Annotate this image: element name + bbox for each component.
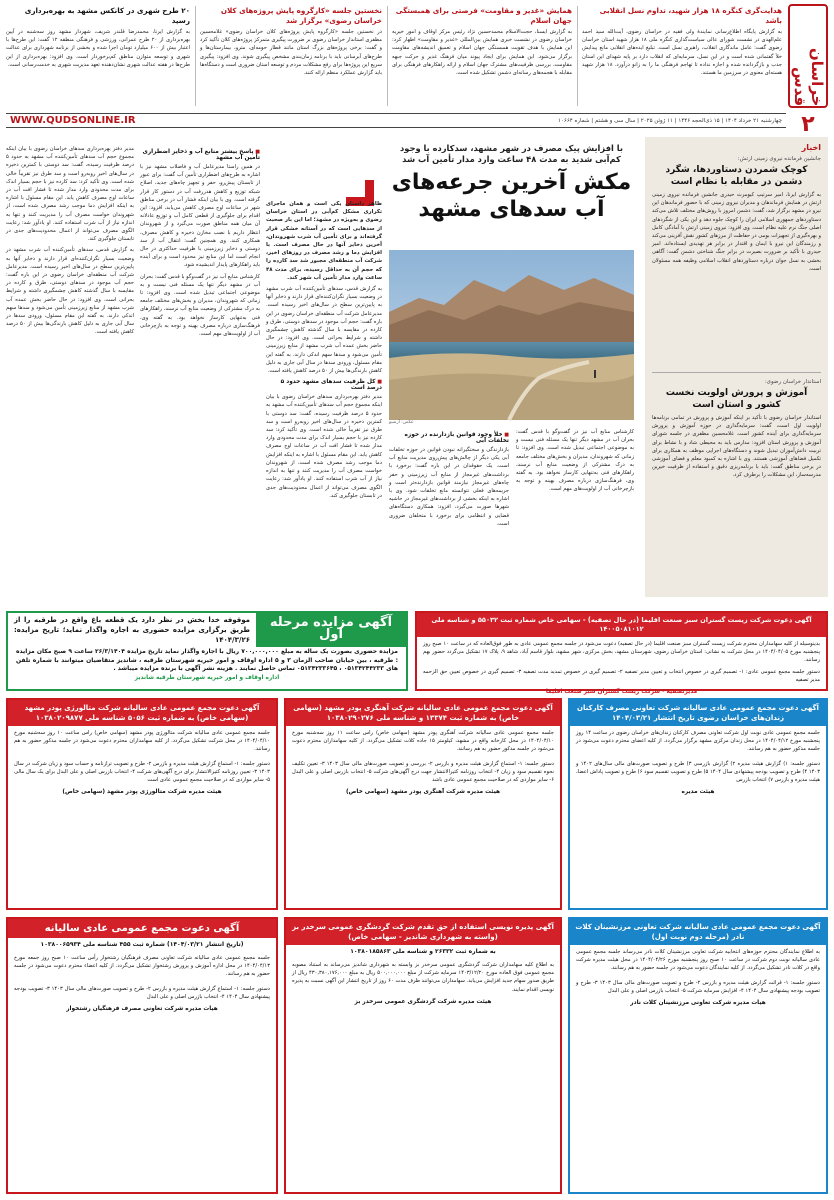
ad-footer: هیات مدیره شرکت تعاونی مصرف فرهنگیان رشتخوار bbox=[66, 1006, 218, 1013]
ad-agenda: دستور جلسه: ۱- استماع گزارش هیئت مدیره و بازرس ۲- طرح و تصویب صورت‌های مالی سال ۱۴۰۳ ۳- تصویب بودجه پیشنهادی سال ۱۴۰۴ ۴- انتخاب بازرس اصلی و علی البدل bbox=[14, 985, 270, 1000]
ad-subtitle: (تاریخ انتشار ۱۴۰۴/۰۳/۲۱) شماره ثبت ۴۵۵ شناسه ملی ۱۰۳۸۰۰۶۵۹۳۴ bbox=[40, 941, 244, 948]
article-surtitle: با افزایش پیک مصرف در شهر مشهد، سدکارده با وجود کم‌آبی شدید به مدت ۴۸ ساعت وارد مدار تأمین آب شد bbox=[400, 143, 623, 164]
article-column-2 bbox=[516, 428, 634, 596]
article-column-6 bbox=[6, 145, 134, 596]
news-sidebar bbox=[645, 137, 828, 597]
article-headline: مکش آخرین جرعه‌های آب سدهای مشهد bbox=[391, 170, 632, 222]
dam-photo bbox=[389, 250, 634, 420]
ad-agenda: دستور جلسه مجمع عمومی عادی: ۱- تصمیم گیری در خصوص انتخاب و تعیین مدیر تصفیه ۲- تصمیم گیری در خصوص تمدید مدت تصفیه ۳- تصمیم گیری در خصوص تعیین حق الزحمه مدیر تصفیه bbox=[423, 668, 820, 683]
ad-body: جلسه مجمع عمومی عادی سالیانه شرکت آهنگری پودر مشهد (سهامی خاص) راس ساعت ۱۱ روز سه‌شنبه مورخ ۱۴۰۴/۰۴/۱۰ در محل کارخانه واقع در مشهد، کیلومتر ۱۵ جاده کلات تشکیل می‌گردد. از کلیه سهامداران محترم دعوت می‌شود در جلسه مذکور حضور به هم رسانند. bbox=[292, 730, 554, 753]
ad-title: آگهی دعوت شرکت زیست گستران سبز صنعت اقلیما (در حال تصفیه) - سهامی خاص شماره ثبت ۵۵۰۳۲ و شناسه ملی ۱۴۰۰۵۰۸۱۰۱۲ bbox=[417, 613, 826, 637]
ad-footer: هیئت مدیره شرکت آهنگری پودر مشهد (سهامی خاص) bbox=[345, 789, 501, 796]
ad-body: جلسه مجمع عمومی عادی نوبت اول شرکت تعاونی مصرف کارکنان زندان‌های خراسان رضوی در ساعت ۱۴ روز پنجشنبه مورخ ۱۴۰۴/۰۴/۱۲ در محل زندان مرکزی مشهد برگزار می‌گردد. از کلیه اعضای محترم دعوت می‌شود در جلسه مذکور حضور به هم رسانند. bbox=[576, 730, 820, 753]
ad-zendan-cooperative bbox=[568, 698, 828, 910]
news-kicker: استاندار خراسان رضوی: bbox=[764, 379, 821, 385]
article-body: به گزارش قدس، سدهای تأمین‌کننده آب شرب مشهد در وضعیت بسیار نگران‌کننده‌ای قرار دارند و ذخایر آنها به پایین‌ترین سطح در سال‌های اخیر رسیده است. مدیرعامل شرکت آب منطقه‌ای خراسان رضوی در این باره گفت: حجم آب موجود در سدهای دوستی، طرق و کارده در مقایسه با سال گذشته کاهش چشمگیری داشته و شرایط بحرانی است. وی افزود: در حال حاضر بخش عمده آب شرب مشهد از منابع زیرزمینی تأمین می‌شود و سدها سهم اندکی دارند. به گفته این مقام مسئول، ورودی سدها در سال آبی جاری به دلیل کاهش بارندگی‌ها بیش از ۵۰ درصد کاهش یافته است. bbox=[266, 286, 382, 375]
ad-agenda: دستور جلسه: ۱- استماع گزارش هیئت مدیره و بازرس ۲- بررسی و تصویب صورت‌های مالی سال ۱۴۰۳ ۳- تعیین تکلیف نحوه تقسیم سود و زیان ۴- انتخاب روزنامه کثیرالانتشار جهت درج آگهی‌های شرکت ۵- انتخاب بازرس اصلی و علی البدل ۶- سایر مواردی که در صلاحیت مجمع عمومی عادی باشد bbox=[292, 760, 554, 784]
article-body: بازدارندگی و سختگیرانه نبودن قوانین در حوزه تخلفات آبی یکی دیگر از چالش‌های پیش‌روی مدیریت منابع آب است. یک حقوقدان در این باره گفت: برخورد با برداشت‌های غیرمجاز از منابع آب زیرزمینی و حفر چاه‌های غیرمجاز نیازمند قوانین بازدارنده‌تر است و جریمه‌های فعلی نتوانسته مانع تخلفات شود. وی با اشاره به اینکه بخشی از برداشت‌های غیرمجاز در حاشیه شهرها صورت می‌گیرد، افزود: همکاری دستگاه‌های قضایی و انتظامی برای برخورد با متخلفان ضروری است. bbox=[389, 447, 509, 527]
top-news-title: هدایت‌گری کنگره ۱۸ هزار شهید، تداوم نسل انقلابی باشد bbox=[599, 6, 782, 25]
ad-auction bbox=[6, 611, 408, 691]
top-news-item bbox=[392, 6, 572, 108]
page-header-bar bbox=[6, 113, 786, 128]
dateline: چهارشنبه ۲۱ خرداد ۱۴۰۴ | ۱۵ ذی‌الحجه ۱۴۴۶ | ۱۱ ژوئن ۲۰۲۵ | سال سی و هشتم | شماره ۱۰۶۶۴ bbox=[557, 117, 782, 124]
news-text: استاندار خراسان رضوی با تأکید بر اینکه آموزش و پرورش در تمامی برنامه‌ها اولویت اول است، گفت: سرمایه‌گذاری در حوزه آموزش و پرورش سرمایه‌گذاری برای آینده کشور است. غلامحسین مظفری در جلسه شورای آموزش و پرورش استان افزود: مدارس باید به محیطی شاد و با نشاط برای تربیت دانش‌آموزان تبدیل شوند و دستگاه‌های اجرایی موظف به همکاری برای تکمیل فضاهای آموزشی هستند. وی با اشاره به کمبود معلم و فضای آموزشی در برخی مناطق گفت: باید با برنامه‌ریزی دقیق و استفاده از ظرفیت خیرین مدرسه‌ساز، این مشکلات را برطرف کرد. bbox=[652, 415, 821, 479]
article-body: مدیر دفتر بهره‌برداری سدهای خراسان رضوی با بیان اینکه مجموع حجم آب سدهای تأمین‌کننده آب مشهد به حدود ۵ درصد ظرفیت رسیده، گفت: سد دوستی با کمترین ذخیره در سال‌های اخیر روبه‌رو است و سد طرق نیز تقریباً خالی شده است. وی تأکید کرد: سد کارده نیز با حجم بسیار اندک برای مدت محدودی وارد مدار شده تا فشار افت آب در ساعات اوج مصرف کاهش یابد. این مقام مسئول با اشاره به اینکه افزایش دما موجب رشد مصرف شده است، از شهروندان خواست مصرف آب را مدیریت کنند و تنها به اندازه نیاز از آب شرب استفاده کنند. او یادآور شد: رعایت الگوی مصرف می‌تواند از اعمال محدودیت‌های جدی در تابستان جلوگیری کند. bbox=[266, 394, 382, 499]
top-news-item bbox=[200, 6, 382, 108]
article-body: کارشناس منابع آب نیز در گفت‌وگو با قدس گفت: بحران آب در مشهد دیگر تنها یک مسئله فنی نیست و به موضوعی اجتماعی تبدیل شده است. وی افزود: تا زمانی که شهروندان، مدیران و بخش‌های مختلف جامعه به درک مشترکی از وضعیت منابع آب نرسند، راهکارهای فنی به‌تنهایی کارساز نخواهد بود. به گفته وی، فرهنگ‌سازی درباره مصرف بهینه و توجه به بازچرخانی آب از اولویت‌های مهم است. bbox=[140, 273, 260, 338]
news-divider bbox=[652, 372, 821, 373]
news-kicker: جانشین فرمانده نیروی زمینی ارتش: bbox=[737, 156, 821, 162]
top-news-text: به گزارش پایگاه اطلاع‌رسانی نمایندۀ ولی فقیه در خراسان رضوی، آیت‌الله سید احمد علم‌الهدی در نشست شورای عالی سیاست‌گذاری کنگره ملی ۱۸ هزار شهید استان خراسان رضوی گفت: عامل ماندگاری انقلاب، راهبری نسل است. تبلیغ ایده‌های انقلابی مانع پیدایش خلأ گفتمانی شده است و در این نسل، سرمایه‌ای که انقلاب دارد بر پایه شهدای این استان جذب و بازگردانده شده و اجازه نداده تا تهاجم فرهنگی ما را به زانو درآورد. ۱۸ هزار شهید هسته‌ای معنوی در سرزمین ما هستند. bbox=[582, 29, 783, 77]
ad-body: جلسه مجمع عمومی عادی سالیانه شرکت تعاونی مصرف فرهنگیان رشتخوار رأس ساعت ۱۰ صبح روز جمعه مورخ ۱۴۰۴/۰۴/۱۳ در محل اداره آموزش و پرورش رشتخوار تشکیل می‌گردد. از کلیه اعضاء محترم دعوت می‌شود در جلسه حضور به هم رسانند. bbox=[14, 955, 270, 978]
site-url-link[interactable]: WWW.QUDSONLINE.IR bbox=[10, 115, 136, 126]
ad-metallurgy-poudr bbox=[6, 698, 278, 910]
ad-title: آگهی دعوت مجمع عمومی عادی سالیانه شرکت متالورژی پودر مشهد (سهامی خاص) به شماره ثبت ۵۰۵۶ شناسه ملی ۱۰۳۸۰۲۰۹۸۷۷ bbox=[8, 700, 276, 726]
page-number: ۲ bbox=[801, 112, 815, 137]
ad-rashtkhar-cooperative bbox=[6, 917, 278, 1194]
article-body: مدیر دفتر بهره‌برداری سدهای خراسان رضوی با بیان اینکه مجموع حجم آب سدهای تأمین‌کننده آب مشهد به حدود ۵ درصد ظرفیت رسیده، گفت: سد دوستی با کمترین ذخیره در سال‌های اخیر روبه‌رو است و سد طرق نیز تقریباً خالی شده است. وی تأکید کرد: سد کارده نیز با حجم بسیار اندک برای مدت محدودی وارد مدار شده تا فشار افت آب در ساعات اوج مصرف کاهش یابد. این مقام مسئول با اشاره به اینکه افزایش دما موجب رشد مصرف شده است، از شهروندان خواست مصرف آب را مدیریت کنند و تنها به اندازه نیاز از آب شرب استفاده کنند. او یادآور شد: رعایت الگوی مصرف می‌تواند از اعمال محدودیت‌های جدی در تابستان جلوگیری کند. bbox=[6, 146, 134, 243]
ad-gardeshgari-sorkhdar bbox=[284, 917, 562, 1194]
ad-agenda: دستور جلسه: ۱) گزارش هیئت مدیره ۲) گزارش بازرسی ۳) طرح و تصویب صورت‌های مالی سال‌های ۱۴۰۲ و ۱۴۰۳ ۴) طرح و تصویب بودجه پیشنهادی سال ۱۴۰۴ ۵) طرح و تصویب تقسیم سود ۶) طرح و تصویب پاداش اعضا، هیئت مدیره و بازرس ۷) انتخاب بازرس bbox=[576, 760, 821, 784]
ad-body: به اطلاع کلیه سهامداران شرکت گردشگری عمومی سرخدر بز وابسته به شهرداری شاندیز می‌رساند به استناد مصوبه مجمع عمومی فوق العاده مورخ ۱۴۰۳/۱۲/۲۰ سرمایه شرکت از مبلغ ۵۰۰,۰۰۰,۰۰۰ ریال به مبلغ ۴۳۰,۳۸۰,۱۷۶,۰۰۰ ریال از طریق صدور سهام جدید افزایش می‌یابد. سهامداران می‌توانند ظرف مدت ۶۰ روز از تاریخ انتشار این آگهی نسبت به پذیره نویسی اقدام نمایند. bbox=[292, 962, 554, 993]
top-news-item bbox=[6, 6, 190, 108]
ad-body: بدینوسیله از کلیه سهامداران محترم شرکت زیست گستران سبز صنعت اقلیما (در حال تصفیه) دعوت می‌شود در جلسه مجمع عمومی عادی به طور فوق‌العاده که در ساعت ۱۰ صبح روز پنجشنبه مورخ ۱۴۰۴/۰۴/۰۵ در محل شرکت به نشانی: استان خراسان رضوی، شهرستان مشهد، بخش مرکزی، شهر مشهد، بلوار قاسم آباد، شاهد ۹، پلاک ۱۷ تشکیل می‌گردد حضور بهم رسانند. bbox=[423, 641, 821, 664]
ad-title: آگهی مزایده مرحله اول bbox=[256, 613, 406, 647]
article-body: کارشناس منابع آب نیز در گفت‌وگو با قدس گفت: بحران آب در مشهد دیگر تنها یک مسئله فنی نیست و به موضوعی اجتماعی تبدیل شده است. وی افزود: تا زمانی که شهروندان، مدیران و بخش‌های مختلف جامعه به درک مشترکی از وضعیت منابع آب نرسند، راهکارهای فنی به‌تنهایی کارساز نخواهد بود. به گفته وی، فرهنگ‌سازی درباره مصرف بهینه و توجه به بازچرخانی آب از اولویت‌های مهم است. bbox=[516, 429, 634, 493]
article-column-5 bbox=[140, 145, 260, 596]
ad-agenda: دستور جلسه: ۱- قرائت گزارش هیئت مدیره و بازرس ۲- طرح و تصویب صورت‌های مالی سال ۱۴۰۳ ۳- طرح و تصویب بودجه پیشنهادی سال ۱۴۰۴ ۴- افزایش سرمایه شرکت ۵- انتخاب بازرس اصلی و علی البدل bbox=[576, 979, 820, 994]
ad-agenda: دستور جلسه: ۱- استماع گزارش هیئت مدیره و بازرس ۲- طرح و تصویب ترازنامه و حساب سود و زیان شرکت در سال ۱۴۰۳ ۳- تعیین روزنامه کثیرالانتشار برای درج آگهی‌های شرکت ۴- انتخاب بازرس اصلی و علی البدل برای یک سال مالی ۵- سایر مواردی که در صلاحیت مجمع عمومی عادی است bbox=[14, 760, 270, 784]
article-column-4 bbox=[266, 200, 382, 596]
news-text: به گزارش ایرنا، امیر سرتیپ کیومرث حیدری جانشین فرمانده نیروی زمینی ارتش در همایش فرماندهان و مدیران نیروی زمینی که با حضور فرماندهان این نیرو در مشهد برگزار شد، گفت: دشمن امروز با روش‌های مختلف تلاش می‌کند دستاوردهای جمهوری اسلامی ایران را کوچک جلوه دهد و این یکی از شگردهای اصلی جنگ نرم علیه نظام است. وی افزود: نیروی زمینی ارتش با آمادگی کامل و بهره‌گیری از تجهیزات بومی در حفاظت از مرزهای کشور نقش آفرینی می‌کند و رزمندگان این نیرو با ایمان و اقتدار در برابر هر تهدیدی ایستاده‌اند. امیر حیدری با تأکید بر ضرورت بصیرت در برابر جنگ شناختی دشمن گفت: آگاهی بخشی به نسل جوان درباره دستاوردهای انقلاب اسلامی وظیفه همه مسئولان است. bbox=[652, 192, 821, 272]
top-news-title: نخستین جلسه «کارگروه پایش پروژه‌های کلان خراسان رضوی» برگزار شد bbox=[220, 6, 382, 25]
news-title: کوچک شمردن دستاوردها، شگرد دشمن در مقابله با نظام است bbox=[665, 165, 808, 187]
ad-footer: هیئت مدیره شرکت متالورژی پودر مشهد (سهامی خاص) bbox=[62, 789, 222, 796]
article-subhead: ■ کل ظرفیت سدهای مشهد حدود ۵ درصد است bbox=[266, 379, 382, 391]
ad-body: به اطلاع نمایندگان محترم حوزه‌های انتخابیه شرکت تعاونی مرزنشینان کلات نادر می‌رساند جلسه مجمع عمومی عادی سالیانه نوبت دوم شرکت در ساعت ۱۰ صبح روز پنجشنبه مورخ ۱۴۰۴/۰۴/۲۶ در محل هیئت مدیره شرکت واقع در کلات نادر تشکیل می‌گردد. از کلیه نمایندگان دعوت می‌شود در جلسه حضور به هم رسانند. bbox=[576, 949, 821, 972]
newspaper-logo: خراسان قدس bbox=[788, 4, 828, 108]
ad-zist-gostaran bbox=[415, 611, 828, 696]
news-sidebar-label: اخبار bbox=[801, 143, 821, 152]
article-subhead: ■ پاسخ بیشتر منابع آب و ذخایر اضطراری تأمین آب مشهد bbox=[140, 149, 260, 161]
article-body: به گزارش قدس، سدهای تأمین‌کننده آب شرب مشهد در وضعیت بسیار نگران‌کننده‌ای قرار دارند و ذخایر آنها به پایین‌ترین سطح در سال‌های اخیر رسیده است. مدیرعامل شرکت آب منطقه‌ای خراسان رضوی در این باره گفت: حجم آب موجود در سدهای دوستی، طرق و کارده در مقایسه با سال گذشته کاهش چشمگیری داشته و شرایط بحرانی است. وی افزود: در حال حاضر بخش عمده آب شرب مشهد از منابع زیرزمینی تأمین می‌شود و سدها سهم اندکی دارند. به گفته این مقام مسئول، ورودی سدها در سال آبی جاری به دلیل کاهش بارندگی‌ها بیش از ۵۰ درصد کاهش یافته است. bbox=[6, 247, 135, 336]
ad-auction-summary: موقوفه خدا بخش در نظر دارد یک قطعه باغ واقع در طرقبه را از طریق برگزاری مزایده حضوری به اجاره واگذار نماید؛ تاریخ مزایده: ۱۴۰۴/۳/۲۶ bbox=[14, 616, 250, 644]
top-news-text: در نخستین جلسه «کارگروه پایش پروژه‌های کلان خراسان رضوی» غلامحسین مظفری استاندار خراسان رضوی بر ضرورت پیگیری متمرکز پروژه‌های کلان تأکید کرد و گفت: برخی پروژه‌های بزرگ استان مانند قطار حومه‌ای، مترو، بیمارستان‌ها و طرح‌های آبرسانی باید با برنامه زمان‌بندی مشخص پیگیری شوند. وی افزود: پیگیری سریع این پروژه‌ها برای رفع مشکلات مردم و توسعه استان ضروری است و دستگاه‌ها باید گزارش عملکرد منظم ارائه کنند. bbox=[200, 29, 382, 77]
article-lead-text: ظاهر داستان یکی است و همان ماجرای تکراری مشکل کم‌آبی در استان خراسان رضوی و به‌ویژه در مشهد؛ اما این بار صحبت از سدهایی است که در آستانه خشکی قرار گرفته‌اند و برای تأمین آب شرب شهروندان، آخرین ذخایر آنها در حال مصرف است. با افزایش دما و رشد مصرف در روزهای اخیر، شرکت آب منطقه‌ای مجبور شد سد کارده را که حجم آن به حداقل رسیده، برای مدت ۴۸ ساعت وارد مدار تأمین آب شهر کند. bbox=[266, 201, 382, 281]
top-news-text: به گزارش ایرنا، محمدرضا قلندر شریف، شهردار مشهد روز سه‌شنبه در آیین بهره‌برداری از ۲۰ طرح عمرانی، ورزشی و فرهنگی منطقه ۱۲ گفت: این طرح‌ها با اعتبار بیش از ۶۰۰ میلیارد تومان اجرا شده و بخشی از برنامه شهرداری برای عدالت شهری و توسعه متوازن مناطق کم‌برخوردار است. وی افزود: بهره‌برداری از این طرح‌ها در هفته عدالت شهری نشان‌دهنده تعهد مدیریت شهری به خدمت‌رسانی است. bbox=[6, 29, 191, 68]
top-news-title: ۲۰ طرح شهری در کانکس مشهد به بهره‌برداری رسید bbox=[24, 6, 190, 25]
article-body: در همین راستا مدیرعامل آب و فاضلاب مشهد نیز با اشاره به طرح‌های اضطراری تأمین آب گفت: برای عبور از تابستان پیش‌رو، حفر و تجهیز چاه‌های جدید، اصلاح شبکه توزیع و کاهش هدررفت آب در دستور کار قرار گرفته است. وی با بیان اینکه فشار آب در برخی مناطق شهر در ساعات اوج مصرف کاهش می‌یابد، افزود: این اقدام برای جلوگیری از قطعی کامل آب و توزیع عادلانه آن میان همه مناطق صورت می‌گیرد و از شهروندان انتظار داریم با نصب مخازن ذخیره و کاهش مصرف، همکاری کنند. وی همچنین گفت: انتقال آب از سد دوستی و ذخایر زیرزمینی با ظرفیت حداکثری در حال انجام است اما این منابع نیز محدود است و برای آینده باید راهکارهای پایدار اندیشیده شود. bbox=[140, 164, 260, 269]
ad-footer: اداره اوقاف و امور خیریه شهرستان طرقبه شاندیز bbox=[134, 674, 280, 681]
ad-title: آگهی دعوت مجمع عمومی عادی سالیانه شرکت تعاونی مصرف کارکنان زندان‌های خراسان رضوی تاریخ انتشار ۱۴۰۴/۰۳/۲۱ bbox=[570, 700, 826, 726]
top-news-item bbox=[582, 6, 782, 108]
top-news-text: به گزارش ایسنا، حجت‌الاسلام محمدحسین نژاد رئیس مرکز اوقاف و امور خیریه خراسان رضوی در نشست خبری همایش بین‌المللی «غدیر و مقاومت» اظهار کرد: این همایش با هدف تقویت همبستگی جهان اسلام و تعمیق اندیشه‌های مقاومت برگزار می‌شود. این همایش برای ایجاد پیوند میان فرهنگ غدیر و حرکت جبهه مقاومت، بررسی ظرفیت‌های مشترک جهان اسلام و ارائه راهکارهای فرهنگی برای مقابله با هجمه‌های رسانه‌ای دشمن تشکیل شده است. bbox=[392, 29, 572, 77]
ad-footer: هیات مدیره شرکت تعاونی مرزنشینان کلات نادر bbox=[630, 1000, 766, 1007]
article-headline-block bbox=[389, 143, 634, 253]
ad-title: آگهی پذیره نویسی استفاده از حق تقدم شرکت گردشگری عمومی سرخدر بز (واسته به شهرداری شاندیز - سهامی خاص) bbox=[286, 919, 560, 945]
dam-landscape-image bbox=[389, 250, 634, 420]
ad-kalat-cooperative bbox=[568, 917, 828, 1194]
ad-subtitle: به شماره ثبت ۲۶۳۳۲ و شناسه ملی ۱۰۳۸۰۱۸۵۸۶۳ bbox=[350, 948, 496, 955]
ad-footer: هیئت مدیره شرکت گردشگری عمومی سرخدر بز bbox=[354, 998, 492, 1005]
photo-credit: عکس: آرشیو bbox=[389, 420, 414, 425]
top-news-title: همایش «غدیر و مقاومت» فرصتی برای همبستگی جهان اسلام bbox=[395, 6, 572, 25]
ad-title: آگهی دعوت مجمع عمومی عادی سالیانه bbox=[8, 919, 276, 938]
ad-body: جلسه مجمع عمومی عادی سالیانه شرکت متالورژی پودر مشهد (سهامی خاص) راس ساعت ۱۰ روز سه‌شنبه مورخ ۱۴۰۴/۰۴/۱۰ در محل شرکت تشکیل می‌گردد. از کلیه سهامداران محترم دعوت می‌شود در جلسه مذکور حضور به هم رسانند. bbox=[14, 730, 270, 753]
ad-ahangari-poudr bbox=[284, 698, 562, 910]
ad-body: مزایده حضوری بصورت یک ساله به مبلغ ۷۰۰,۰۰۰,۰۰۰ ریال با اجاره واگذار نماید تاریخ مزایده ۲۶/۳/۱۴۰۴ ساعت ۹ صبح مکان مزایده : طرقبه ، بین خیابان صاحب الزمان ۳ و ۵ اداره اوقاف و امور خیریه شهرستان طرقبه ، شاندیز متقاضیان میتوانند با شماره تلفن های ۰۵۱۳۴۲۴۴۲۳۳ ، ۰۵۱۳۴۲۳۳۶۴۵ تماس حاصل نمایند . هزینه نشر آگهی با برنده مزایده میباشد . bbox=[16, 648, 398, 673]
ad-title: آگهی دعوت مجمع عمومی عادی سالیانه شرکت تعاونی مرزنشینان کلات نادر (مرحله دوم نوبت اول) bbox=[570, 919, 826, 945]
news-title: آموزش و پرورش اولویت نخست کشور و استان است bbox=[665, 388, 808, 410]
ad-footer: مدیرتصفیه - شرکت زیست گستران سبز صنعت اقلیما bbox=[545, 689, 698, 696]
ad-footer: هیئت مدیره bbox=[681, 789, 715, 796]
article-column-3 bbox=[389, 428, 509, 596]
article-subhead: ■ خلأ وجود قوانین بازدارنده در حوزه تخلفات آبی bbox=[389, 432, 509, 444]
ad-title: آگهی دعوت مجمع عمومی عادی سالیانه شرکت آهنگری پودر مشهد (سهامی خاص) به شماره ثبت ۱۳۳۷۴ و شناسه ملی ۱۰۳۸۰۲۹۰۲۷۶ bbox=[286, 700, 560, 726]
